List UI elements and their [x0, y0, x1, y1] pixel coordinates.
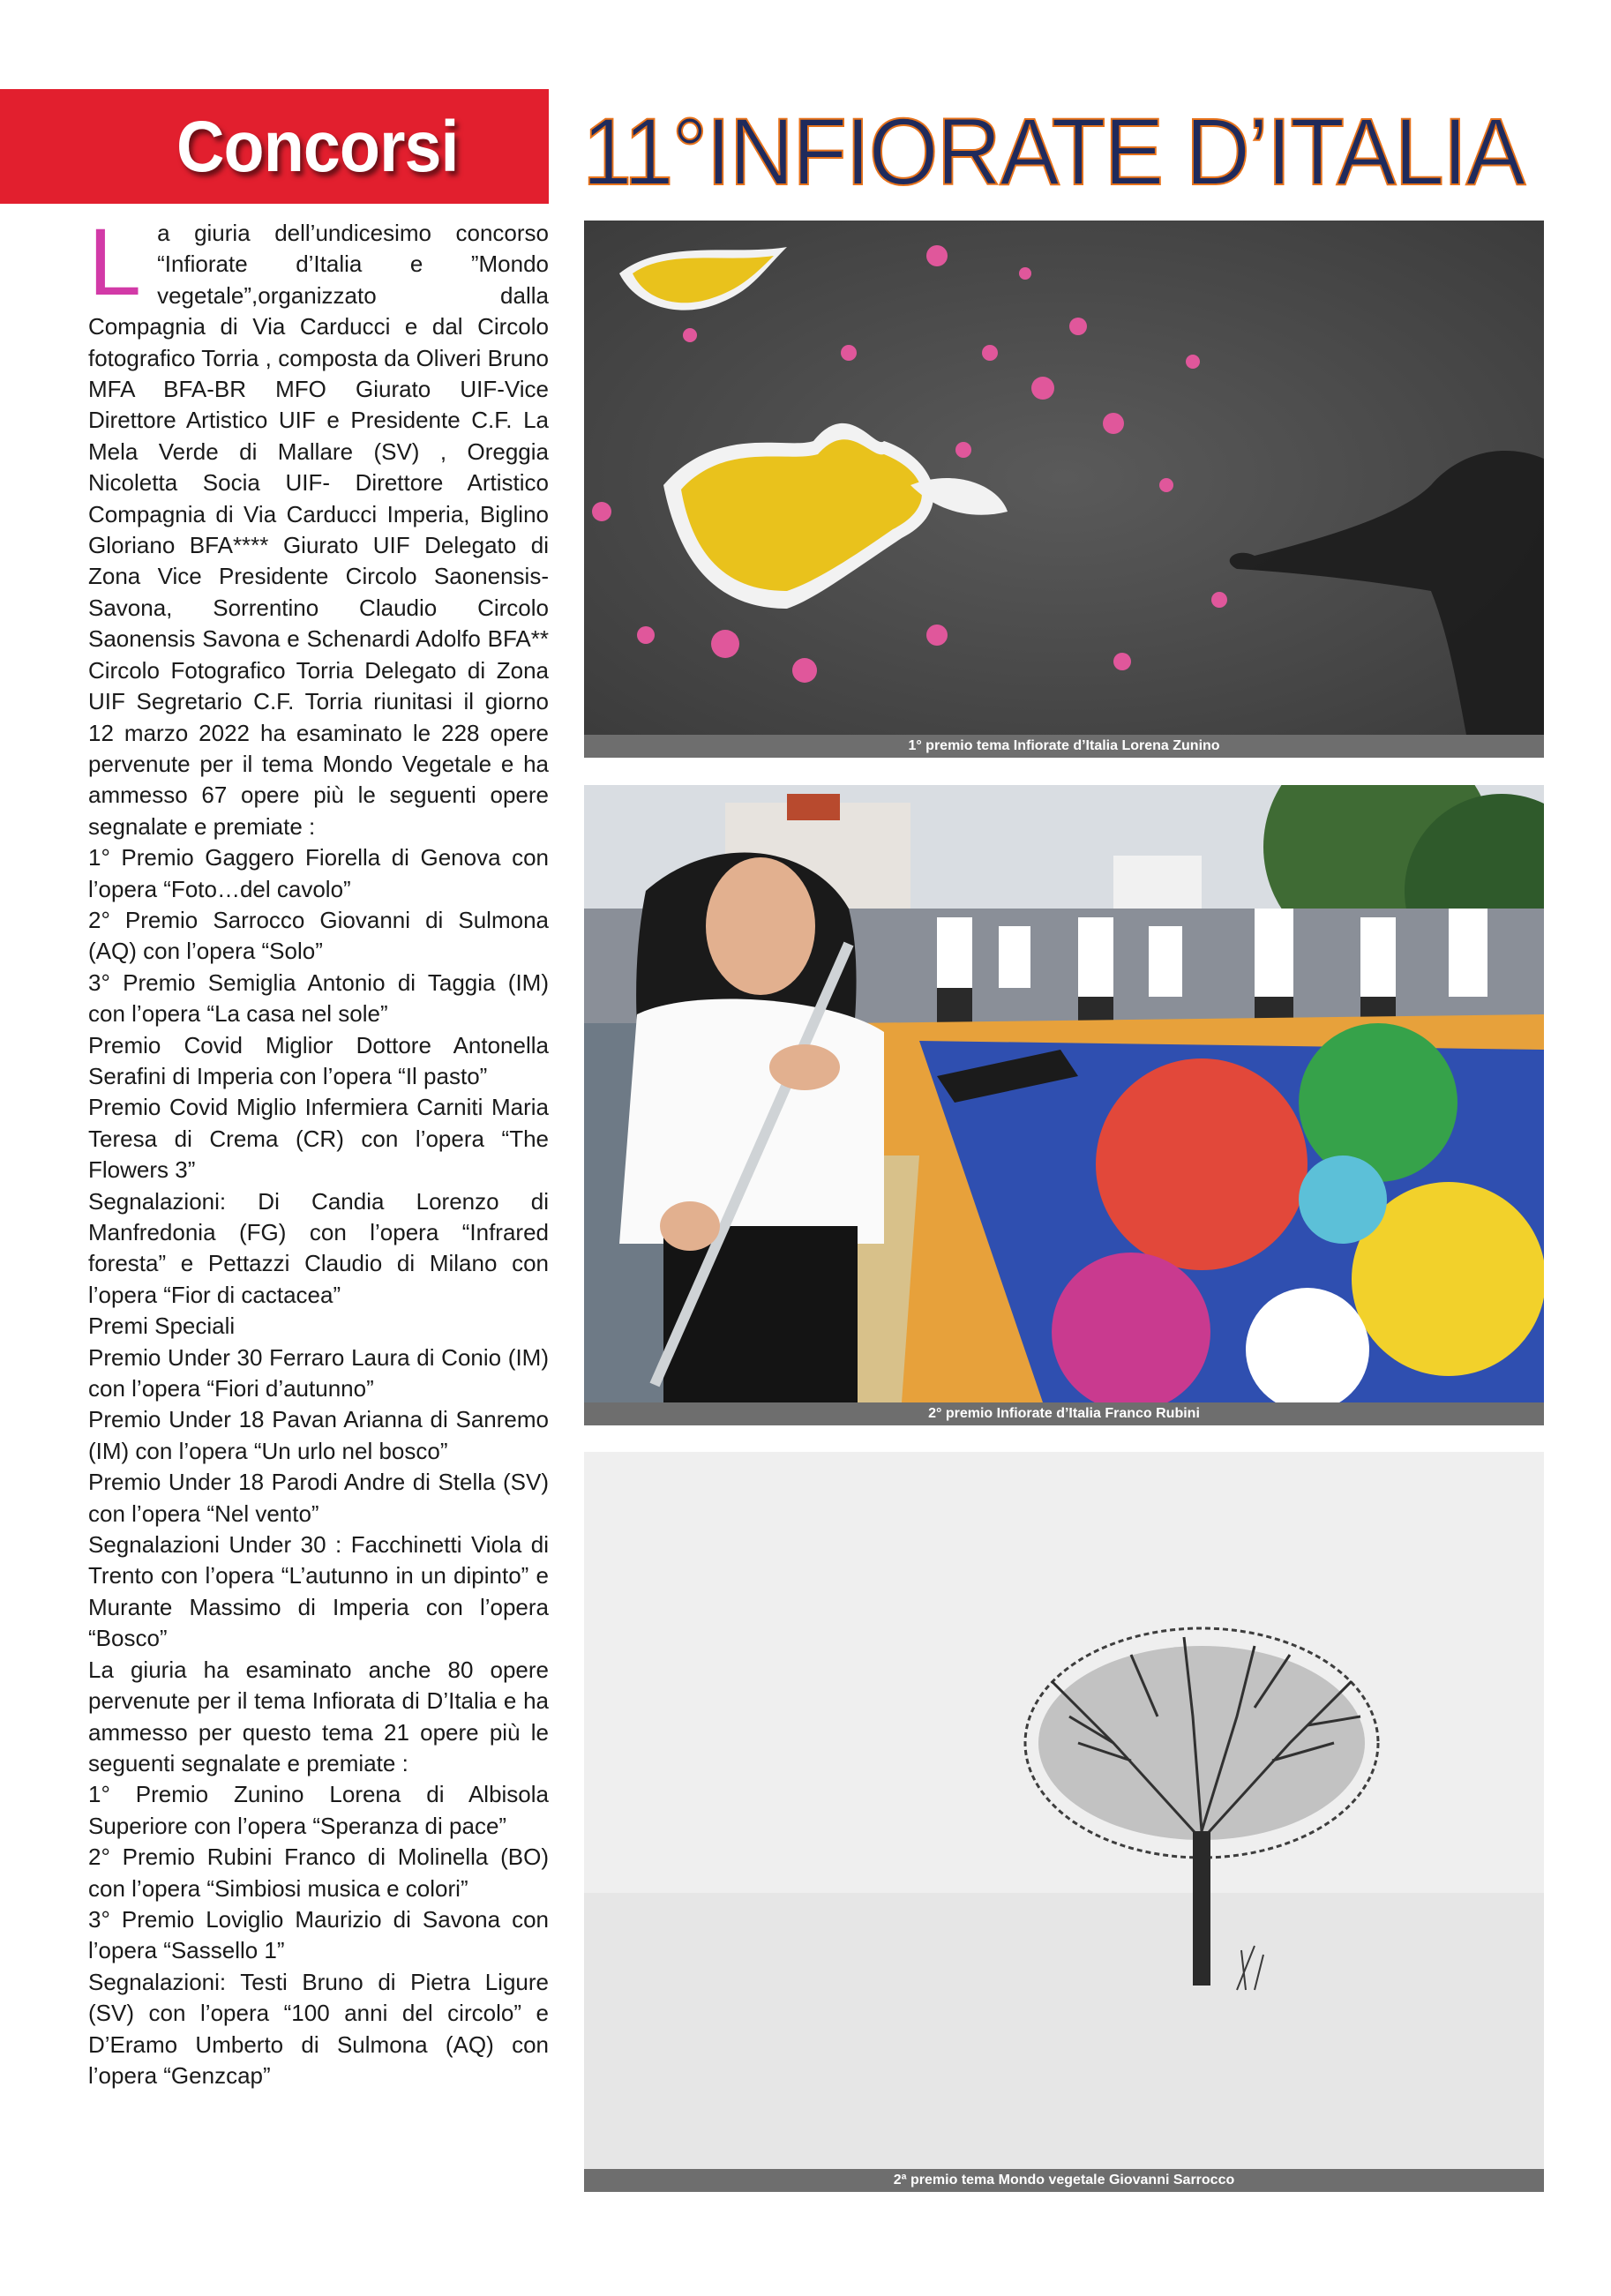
photo-caption: 2ª premio tema Mondo vegetale Giovanni Sarrocco — [584, 2169, 1544, 2192]
photo-tree-snow — [584, 1452, 1544, 2169]
paragraph: Premio Under 18 Parodi Andre di Stella (SV) con l’opera “Nel vento” — [88, 1469, 549, 1527]
paragraph: Premio Under 18 Pavan Arianna di Sanremo (IM) con l’opera “Un urlo nel bosco” — [88, 1406, 549, 1464]
paragraph: 2° Premio Sarrocco Giovanni di Sulmona (AQ) con l’opera “Solo” — [88, 906, 549, 965]
drop-cap: L — [88, 208, 142, 315]
paragraph: 1° Premio Zunino Lorena di Albisola Superiore con l’opera “Speranza di pace” — [88, 1781, 549, 1839]
photo-tree-snow-image — [584, 1452, 1544, 2169]
paragraph: 1° Premio Gaggero Fiorella di Genova con l’opera “Foto…del cavolo” — [88, 844, 549, 902]
paragraph: 2° Premio Rubini Franco di Molinella (BO) con l’opera “Simbiosi musica e colori” — [88, 1844, 549, 1902]
paragraph: 3° Premio Semiglia Antonio di Taggia (IM) con l’opera “La casa nel sole” — [88, 969, 549, 1028]
paragraph: La giuria ha esaminato anche 80 opere pervenute per il tema Infiorata di D’Italia e ha ammesso per questo tema 21 opere più le seguenti segnalate e premiate : — [88, 1656, 549, 1776]
article-body — [88, 208, 549, 2091]
paragraph: Segnalazioni Under 30 : Facchinetti Viola di Trento con l’opera “L’autunno in un dipinto” e Murante Massimo di Imperia con l’opera “Bosco” — [88, 1531, 549, 1652]
paragraph: Segnalazioni: Di Candia Lorenzo di Manfredonia (FG) con l’opera “Infrared foresta” e Pettazzi Claudio di Milano con l’opera “Fior di cactacea” — [88, 1187, 549, 1308]
photo-flute-player — [584, 785, 1544, 1402]
paragraph: Premio Under 30 Ferraro Laura di Conio (IM) con l’opera “Fiori d’autunno” — [88, 1343, 549, 1402]
photo-flute-player-image — [584, 785, 1544, 1402]
paragraph: 3° Premio Loviglio Maurizio di Savona con l’opera “Sassello 1” — [88, 1905, 549, 1964]
photo-flower-doves-image — [584, 221, 1544, 735]
paragraph: Premio Covid Miglio Infermiera Carniti Maria Teresa di Crema (CR) con l’opera “The Flowers 3” — [88, 1094, 549, 1184]
photo-caption: 2° premio Infiorate d’Italia Franco Rubini — [584, 1402, 1544, 1425]
paragraph-text: a giuria dell’undicesimo concorso “Infiorate d’Italia e ”Mondo vegetale”,organizzato dalla Compagnia di Via Carducci e dal Circolo fotografico Torria , composta da Oliveri Bruno MFA BFA-BR MFO Giurato UIF-Vice Direttore Artistico UIF e Presidente C.F. La Mela Verde di Mallare (SV) , Oreggia Nicoletta Socia UIF- Direttore Artistico Compagnia di Via Carducci Imperia, Biglino Gloriano BFA**** Giurato UIF Delegato di Zona Vice Presidente Circolo Saonensis- Savona, Sorrentino Claudio Circolo Saonensis Savona e Schenardi Adolfo BFA** Circolo Fotografico Torria Delegato di Zona UIF Segretario C.F. Torria riunitasi il giorno 12 marzo 2022 ha esaminato le 228 opere pervenute per il tema Mondo Vegetale e ha ammesso 67 opere più le seguenti opere segnalate e premiate : — [88, 220, 549, 840]
paragraph: Premio Covid Miglior Dottore Antonella Serafini di Imperia con l’opera “Il pasto” — [88, 1031, 549, 1089]
section-title: Concorsi — [176, 107, 459, 187]
intro-paragraph — [88, 208, 549, 842]
page-title: 11°INFIORATE D’ITALIA — [582, 98, 1525, 205]
paragraph: Segnalazioni: Testi Bruno di Pietra Ligure (SV) con l’opera “100 anni del circolo” e D’Eramo Umberto di Sulmona (AQ) con l’opera “Genzcap” — [88, 1968, 549, 2089]
paragraph: Premi Speciali — [88, 1313, 236, 1340]
photo-caption: 1° premio tema Infiorate d’Italia Lorena Zunino — [584, 735, 1544, 758]
photo-flower-doves — [584, 221, 1544, 735]
